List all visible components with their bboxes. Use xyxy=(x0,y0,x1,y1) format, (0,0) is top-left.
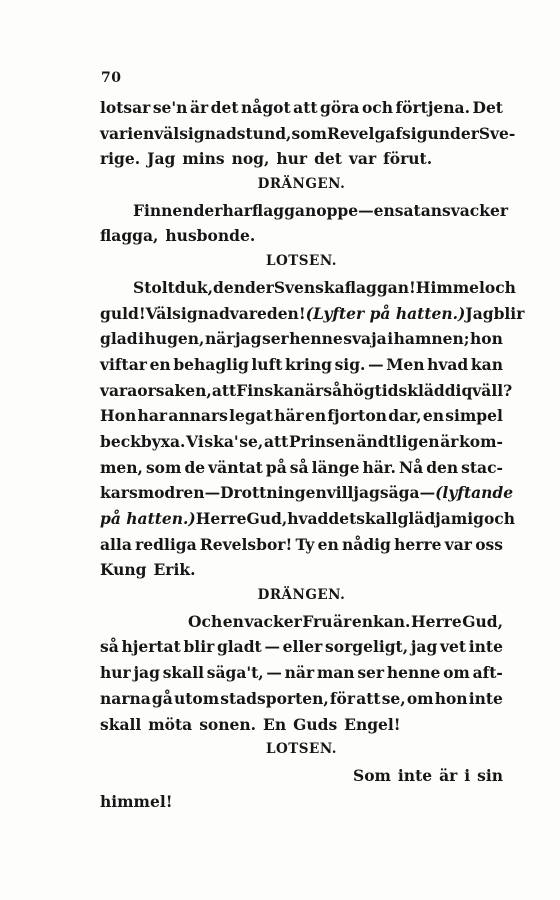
word: man xyxy=(316,663,355,683)
word: och xyxy=(483,509,516,528)
word: Välsignad xyxy=(145,303,230,323)
text-line xyxy=(100,95,503,121)
word: kom- xyxy=(459,431,503,451)
word: en xyxy=(133,123,155,143)
word: om xyxy=(443,663,470,683)
word: — xyxy=(419,483,436,503)
word: är xyxy=(189,98,209,117)
word: se'n xyxy=(152,98,188,117)
word: är xyxy=(439,765,458,785)
word: så xyxy=(100,637,119,657)
word: Svenska xyxy=(273,277,345,297)
word: flagga, xyxy=(100,226,159,246)
word: gladt xyxy=(216,637,262,657)
word: Drottningen xyxy=(220,483,327,503)
word: i xyxy=(387,329,394,349)
word: luft xyxy=(251,354,283,374)
word: göra xyxy=(320,98,360,117)
word: sonen. xyxy=(199,714,257,734)
word: — xyxy=(368,354,384,374)
speaker-name: DRÄNGEN. xyxy=(257,176,346,193)
word: — xyxy=(358,200,374,220)
word: rige. xyxy=(100,149,141,169)
word: jag xyxy=(234,329,262,349)
text-line xyxy=(100,378,513,404)
word: i xyxy=(127,123,134,143)
word: satans xyxy=(394,200,451,220)
word: jag xyxy=(410,637,438,657)
text-line xyxy=(100,712,503,738)
word: stadsporten, xyxy=(220,688,329,708)
word: hjertat xyxy=(121,637,181,657)
word: Jag xyxy=(147,149,176,169)
word: — xyxy=(266,663,282,683)
word: Nå xyxy=(398,457,424,477)
word: hvad xyxy=(287,509,329,528)
text-line xyxy=(100,686,503,712)
word: var xyxy=(444,534,472,554)
word: vara xyxy=(100,380,138,400)
word: alla xyxy=(100,534,132,554)
word: här. xyxy=(362,457,396,477)
text-line xyxy=(100,789,503,815)
word: svaja xyxy=(343,329,387,349)
word: Gud, xyxy=(462,611,503,631)
text-line xyxy=(100,429,503,455)
word: utom xyxy=(173,688,220,708)
word: när xyxy=(204,329,235,349)
word: en xyxy=(222,611,244,631)
word: se, xyxy=(239,431,264,451)
word: viftar xyxy=(100,354,147,374)
word: är xyxy=(333,611,352,631)
word: herre xyxy=(394,534,442,554)
word: (Lyfter på hatten.) xyxy=(305,303,466,323)
word: Hon xyxy=(100,406,137,426)
word: blir xyxy=(493,303,525,323)
word: vet xyxy=(440,637,467,657)
word: den xyxy=(426,457,459,477)
word: qväll? xyxy=(461,380,513,400)
word: stac- xyxy=(461,457,503,477)
word: som xyxy=(291,123,327,143)
text-line xyxy=(100,609,503,635)
word: guld! xyxy=(100,303,146,323)
word: välsignad xyxy=(154,123,237,143)
text-line xyxy=(100,198,508,224)
word: en xyxy=(373,200,395,220)
text-line xyxy=(100,275,516,301)
word: en xyxy=(149,354,171,374)
word: orsaken, xyxy=(137,380,212,400)
word: att xyxy=(356,688,381,708)
word: henne xyxy=(386,663,441,683)
word: säga xyxy=(379,483,420,503)
word: den! xyxy=(266,303,306,323)
word: Som xyxy=(353,765,391,785)
word: mig xyxy=(450,509,484,528)
word: har xyxy=(137,406,168,426)
word: är xyxy=(440,431,459,451)
text-line xyxy=(100,660,503,686)
play-text xyxy=(100,95,525,814)
word: Det xyxy=(472,98,503,117)
word: på xyxy=(265,457,287,477)
word: hon xyxy=(470,329,503,349)
word: stund, xyxy=(236,123,292,143)
word: — xyxy=(264,637,280,657)
text-line xyxy=(100,403,503,429)
text-line xyxy=(100,326,503,352)
text-line xyxy=(100,223,503,249)
word: se, xyxy=(381,688,406,708)
word: här xyxy=(274,406,304,426)
word: blir xyxy=(183,637,215,657)
word: det xyxy=(210,98,239,117)
word: och xyxy=(484,277,516,297)
word: under xyxy=(427,123,479,143)
word: och xyxy=(361,98,393,117)
text-line xyxy=(100,352,503,378)
speaker-name: LOTSEN. xyxy=(265,741,337,758)
text-line xyxy=(100,455,503,481)
word: att xyxy=(211,380,237,400)
word: skall xyxy=(100,714,142,734)
word: mins xyxy=(182,149,225,169)
word: när xyxy=(284,663,315,683)
word: kars xyxy=(100,483,138,503)
text-line xyxy=(100,506,516,532)
word: ska' xyxy=(204,431,239,451)
word: hamnen; xyxy=(393,329,470,349)
word: — xyxy=(204,483,221,503)
word: en xyxy=(422,406,444,426)
word: i xyxy=(464,765,471,785)
word: jag xyxy=(133,663,160,683)
word: men, xyxy=(100,457,143,477)
word: legat xyxy=(229,406,273,426)
word: vacker xyxy=(244,611,302,631)
word: var xyxy=(348,149,377,169)
word: oppe xyxy=(316,200,359,220)
word: oss xyxy=(475,534,503,554)
word: jag xyxy=(353,483,380,503)
word: glad xyxy=(100,329,138,349)
text-line xyxy=(100,121,516,147)
word: något xyxy=(241,98,291,117)
word: Erik. xyxy=(153,560,196,580)
word: vacker xyxy=(450,200,508,220)
word: att xyxy=(263,431,289,451)
word: inte xyxy=(397,765,433,785)
word: sorgeligt, xyxy=(325,637,409,657)
word: väntat xyxy=(208,457,263,477)
word: förut. xyxy=(383,149,433,169)
word: att xyxy=(293,98,318,117)
word: glädja xyxy=(397,509,451,528)
word: ändtligen xyxy=(356,431,440,451)
word: lotsar xyxy=(100,98,151,117)
word: Men xyxy=(386,354,425,374)
word: ser xyxy=(357,663,385,683)
text-line xyxy=(100,301,525,327)
word: högtidsklädd xyxy=(342,380,456,400)
word: vill xyxy=(326,483,354,503)
word: skall xyxy=(356,509,398,528)
word: der xyxy=(193,200,223,220)
word: sin xyxy=(477,765,503,785)
word: har xyxy=(222,200,252,220)
word: säga't, xyxy=(206,663,264,683)
word: eller xyxy=(282,637,323,657)
word: dar, xyxy=(388,406,422,426)
word: så xyxy=(289,457,309,477)
word: aft- xyxy=(472,663,503,683)
word: flaggan! xyxy=(344,277,416,297)
word: Fru xyxy=(302,611,333,631)
word: gå xyxy=(151,688,173,708)
word: det xyxy=(314,149,342,169)
word: i xyxy=(138,329,145,349)
word: Revel xyxy=(326,123,375,143)
word: Revelsbor! xyxy=(199,534,293,554)
word: redliga xyxy=(135,534,197,554)
word: kan xyxy=(470,354,503,374)
word: narna xyxy=(100,688,151,708)
word: det xyxy=(328,509,357,528)
word: (lyftande xyxy=(435,483,514,503)
word: kring xyxy=(285,354,332,374)
word: Himmel xyxy=(415,277,485,297)
word: der xyxy=(244,277,274,297)
word: himmel! xyxy=(100,791,173,811)
word: för xyxy=(329,688,356,708)
word: hur xyxy=(276,149,308,169)
text-line xyxy=(100,634,503,660)
word: på hatten.) xyxy=(100,509,196,528)
word: sig xyxy=(402,123,428,143)
page-number: 70 xyxy=(101,70,122,86)
word: inte xyxy=(468,688,503,708)
word: länge xyxy=(311,457,360,477)
word: enkan. xyxy=(351,611,411,631)
word: Och xyxy=(188,611,223,631)
word: duk, xyxy=(174,277,213,297)
word: Guds xyxy=(293,714,338,734)
word: annars xyxy=(168,406,228,426)
word: förtjena. xyxy=(395,98,470,117)
word: i xyxy=(455,380,462,400)
word: ser xyxy=(261,329,289,349)
word: Engel! xyxy=(344,714,401,734)
word: den xyxy=(213,277,245,297)
word: Sve- xyxy=(478,123,516,143)
word: de xyxy=(184,457,206,477)
word: nådig xyxy=(342,534,391,554)
word: Stolt xyxy=(133,277,175,297)
text-line xyxy=(100,557,503,583)
word: Vi xyxy=(186,431,204,451)
word: Ty xyxy=(295,534,315,554)
word: flaggan xyxy=(251,200,317,220)
word: beckbyxa. xyxy=(100,431,186,451)
word: nog, xyxy=(231,149,270,169)
word: gaf xyxy=(374,123,402,143)
word: Finskan xyxy=(236,380,306,400)
word: vare xyxy=(229,303,267,323)
word: inte xyxy=(468,637,503,657)
word: modren xyxy=(137,483,205,503)
word: en xyxy=(304,406,327,426)
word: var xyxy=(100,123,128,143)
word: Jag xyxy=(465,303,494,323)
word: så xyxy=(323,380,343,400)
word: möta xyxy=(148,714,193,734)
word: henne xyxy=(289,329,343,349)
word: om xyxy=(406,688,434,708)
text-line xyxy=(100,763,503,789)
word: som xyxy=(145,457,182,477)
word: En xyxy=(263,714,287,734)
speaker-name: DRÄNGEN. xyxy=(257,587,346,604)
word: skall xyxy=(162,663,204,683)
speaker-name: LOTSEN. xyxy=(265,253,337,270)
word: Prinsen xyxy=(288,431,356,451)
word: husbonde. xyxy=(165,226,256,246)
word: en xyxy=(317,534,339,554)
word: Kung xyxy=(100,560,147,580)
text-line xyxy=(100,146,503,172)
word: hvad xyxy=(427,354,469,374)
word: hon xyxy=(434,688,468,708)
word: Herre xyxy=(195,509,247,528)
word: hugen, xyxy=(144,329,205,349)
word: behaglig xyxy=(173,354,249,374)
text-line xyxy=(100,480,514,506)
word: hur xyxy=(100,663,131,683)
word: Herre xyxy=(410,611,462,631)
word: fjorton xyxy=(327,406,387,426)
word: sig. xyxy=(334,354,366,374)
word: Finnen xyxy=(133,200,194,220)
word: är xyxy=(305,380,324,400)
text-line xyxy=(100,532,503,558)
word: Gud, xyxy=(246,509,288,528)
word: simpel xyxy=(445,406,503,426)
